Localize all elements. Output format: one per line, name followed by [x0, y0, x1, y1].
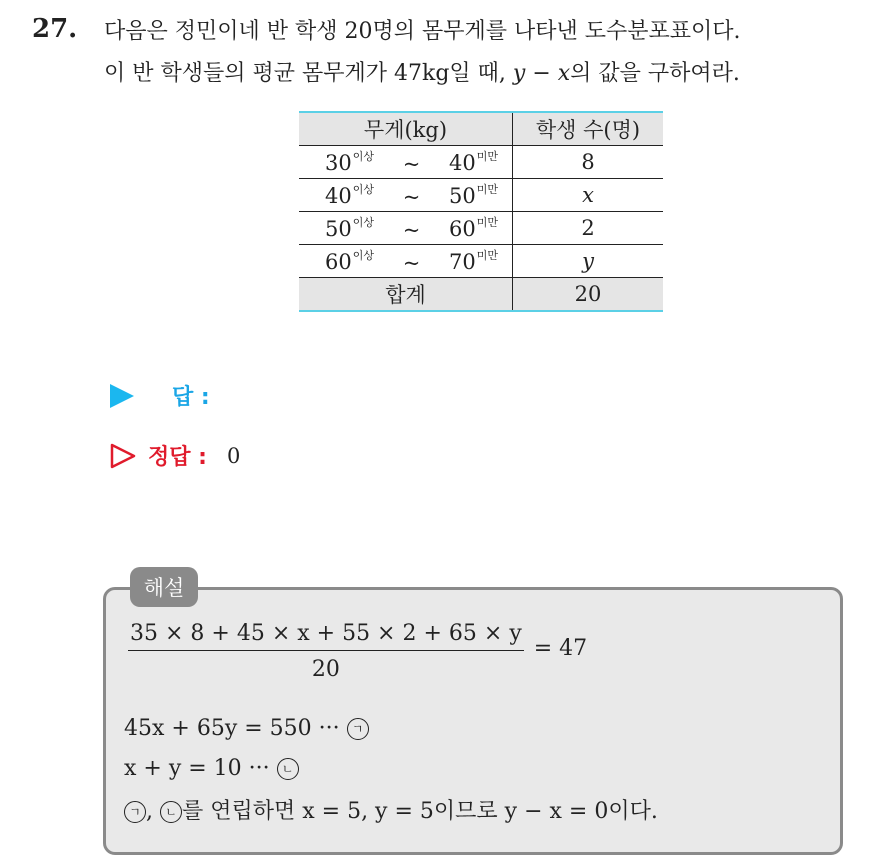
frequency-table — [299, 111, 663, 312]
play-triangle-icon — [110, 384, 134, 408]
circled-mark-icon: ㄱ — [347, 718, 369, 740]
table-row — [299, 179, 663, 212]
var-y: y — [512, 61, 526, 86]
circled-mark-icon: ㄱ — [124, 801, 146, 823]
circled-mark-icon: ㄴ — [277, 758, 299, 780]
outline-triangle-icon — [110, 443, 136, 469]
range-cell — [299, 212, 513, 245]
question-text-part: 이 반 학생들의 평균 몸무게가 47kg일 때, — [104, 61, 513, 86]
range-cell — [299, 146, 513, 179]
range-hi: $40^{미만}$ — [448, 150, 498, 175]
tilde: ~ — [402, 251, 421, 275]
range-lo: $50^{이상}$ — [325, 216, 374, 241]
total-value: 20 — [513, 278, 664, 312]
range-hi: $70^{미만}$ — [448, 249, 498, 274]
range-hi: $50^{미만}$ — [448, 183, 498, 208]
fraction — [128, 621, 524, 682]
tilde: ~ — [402, 152, 421, 176]
header-weight: 무게(kg) — [299, 112, 513, 146]
minus-sign: − — [525, 61, 558, 86]
total-label: 합계 — [299, 278, 513, 312]
table-row — [299, 146, 663, 179]
correct-answer-row — [110, 440, 240, 471]
fraction-denominator: 20 — [128, 650, 524, 682]
equation-2: x + y = 10 ··· ㄴ — [124, 756, 299, 781]
question-text-part: 의 값을 구하여라. — [570, 61, 740, 86]
conclusion-text: 를 연립하면 x = 5, y = 5이므로 y − x = 0이다. — [182, 799, 658, 824]
correct-answer-label: 정답 : — [148, 445, 207, 470]
table-row — [299, 212, 663, 245]
range-cell — [299, 245, 513, 278]
equation-1: 45x + 65y = 550 ··· ㄱ — [124, 716, 369, 741]
answer-label: 답 : — [172, 385, 210, 410]
range-lo: $60^{이상}$ — [325, 249, 374, 274]
range-lo: $40^{이상}$ — [325, 183, 374, 208]
range-hi: $60^{미만}$ — [448, 216, 498, 241]
answer-row — [110, 380, 210, 411]
range-cell — [299, 179, 513, 212]
count-cell: 2 — [513, 212, 664, 245]
count-cell: x — [513, 179, 664, 212]
var-x: x — [557, 61, 571, 86]
correct-answer-value: 0 — [226, 443, 241, 468]
question-number: 27. — [32, 14, 78, 44]
question-text-line1: 다음은 정민이네 반 학생 20명의 몸무게를 나타낸 도수분포표이다. — [104, 19, 741, 44]
table-total-row — [299, 278, 663, 312]
table-header-row — [299, 112, 663, 146]
fraction-numerator: 35 × 8 + 45 × x + 55 × 2 + 65 × y — [130, 621, 522, 646]
question-text-line2 — [104, 56, 740, 87]
mean-equation — [128, 621, 587, 682]
tilde: ~ — [402, 185, 421, 209]
count-cell: y — [513, 245, 664, 278]
range-lo: $30^{이상}$ — [325, 150, 374, 175]
conclusion-line: ㄱ , ㄴ 를 연립하면 x = 5, y = 5이므로 y − x = 0이다. — [124, 794, 658, 825]
tilde: ~ — [402, 218, 421, 242]
header-count: 학생 수(명) — [513, 112, 664, 146]
count-cell: 8 — [513, 146, 664, 179]
solution-tab: 해설 — [130, 567, 198, 607]
table-row — [299, 245, 663, 278]
equation-rhs: = 47 — [533, 636, 588, 661]
circled-mark-icon: ㄴ — [160, 801, 182, 823]
